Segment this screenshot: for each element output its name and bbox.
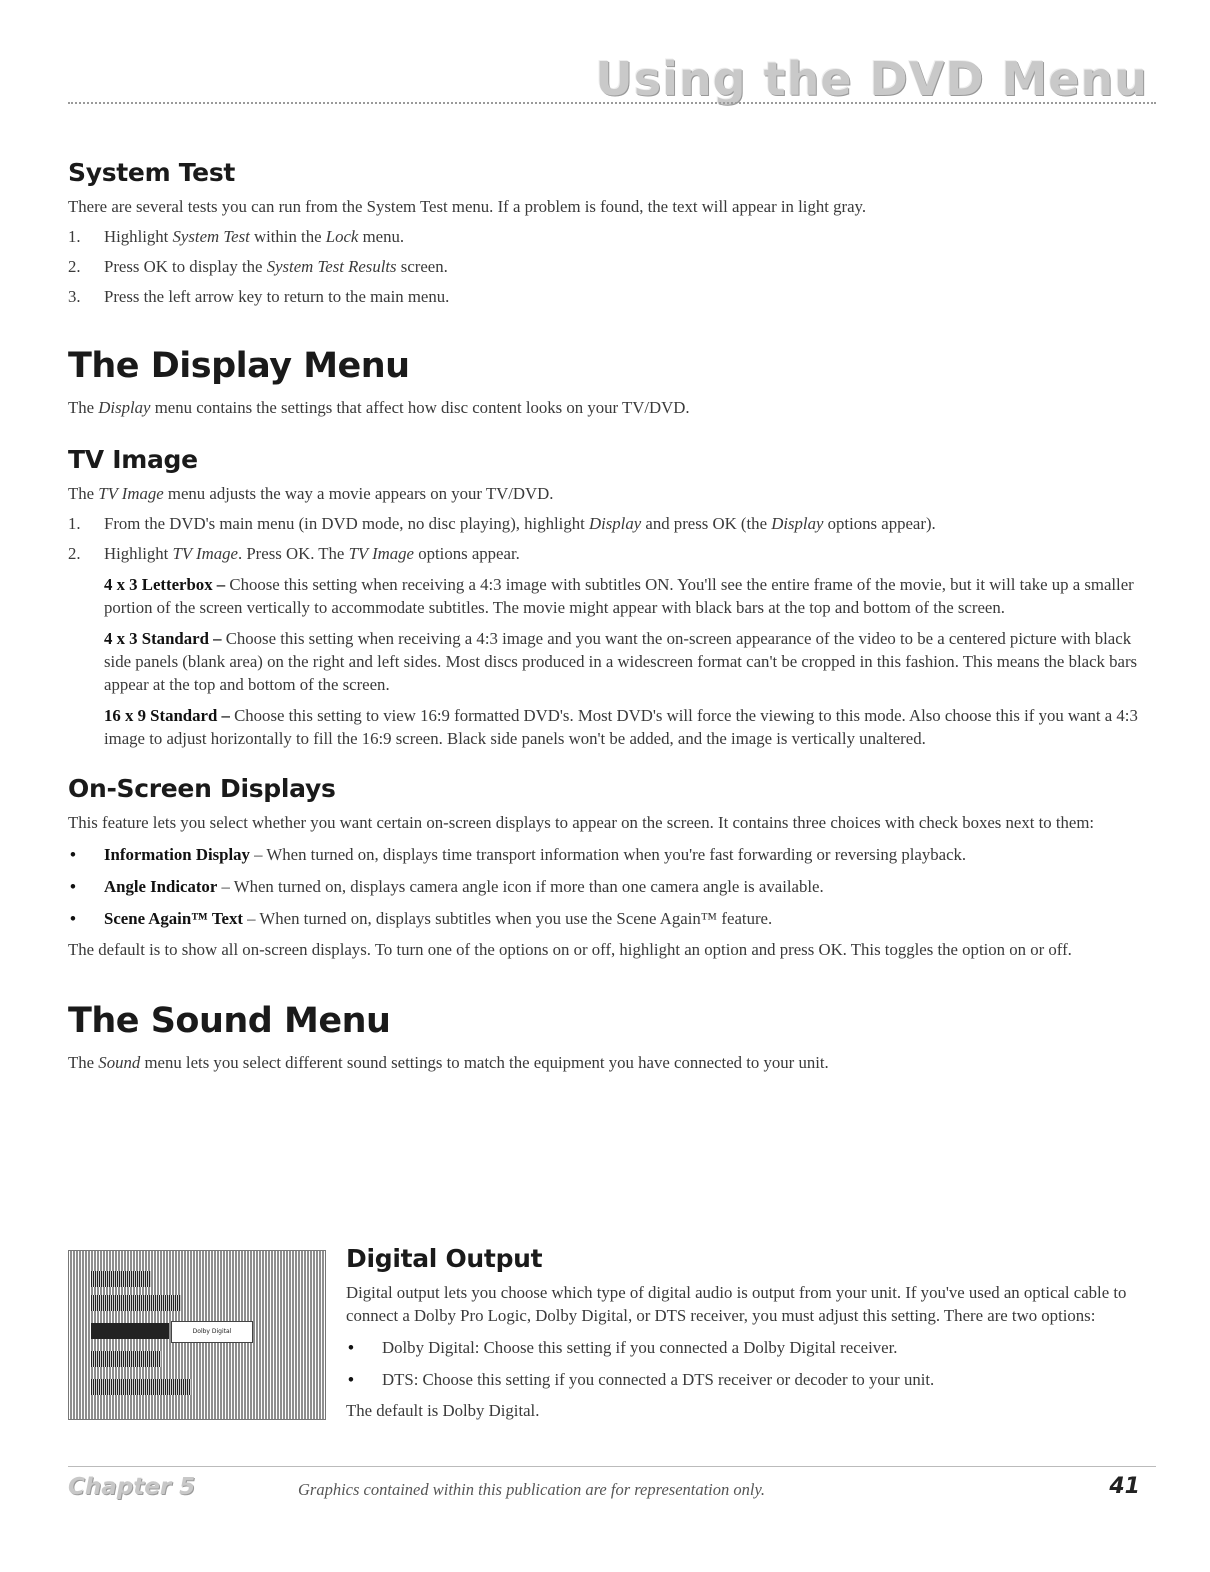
item-description: – When turned on, displays time transport information when you're fast forwarding or reversing playback. [249, 845, 967, 864]
system-test-intro: There are several tests you can run from the System Test menu. If a problem is found, the text will appear in light gray. [68, 197, 867, 216]
tv-image-section [68, 445, 1158, 750]
menu-line [91, 1295, 181, 1311]
osd-intro: This feature lets you select whether you want certain on-screen displays to appear on the screen. It contains three choices with check boxes next to them: [68, 813, 1095, 832]
step-number: 1. [68, 227, 81, 246]
step-text: menu. [358, 227, 405, 246]
running-head-title: Using the DVD Menu [595, 52, 1148, 106]
option-text: DTS: Choose this setting if you connected a DTS receiver or decoder to your unit. [382, 1370, 935, 1389]
menu-name: Display [588, 514, 642, 533]
list-item [346, 1336, 1136, 1359]
intro-text: menu adjusts the way a movie appears on your TV/DVD. [163, 484, 554, 503]
osd-section [68, 774, 1158, 961]
tv-image-intro [68, 482, 1158, 505]
step-text: Highlight [104, 544, 173, 563]
list-item [68, 285, 1158, 308]
step-number: 1. [68, 514, 81, 533]
menu-name: TV Image [98, 484, 164, 503]
system-test-steps [68, 225, 1158, 308]
header-divider [68, 102, 1156, 104]
menu-line [91, 1351, 161, 1367]
intro-text: menu contains the settings that affect how disc content looks on your TV/DVD. [150, 398, 690, 417]
display-menu-intro [68, 396, 1158, 419]
option-description: Choose this setting when receiving a 4:3 image and you want the on-screen appearance of the video to be a centered picture with black side panels (blank area) on the right and left sides. Most discs produced in a widescreen format can't be cropped in this fashion. This means the black bars appear at the top and bottom of the screen. [104, 629, 1138, 694]
step-number: 3. [68, 287, 81, 306]
option-term: 4 x 3 Letterbox – [104, 575, 226, 594]
chapter-label: Chapter 5 [68, 1474, 196, 1500]
system-test-heading: System Test [68, 158, 236, 187]
intro-text: The [68, 398, 99, 417]
list-item [68, 512, 1158, 535]
step-text: Press the left arrow key to return to the main menu. [104, 287, 450, 306]
item-description: – When turned on, displays subtitles when you use the Scene Again™ feature. [242, 909, 773, 928]
bullet-icon: • [70, 845, 76, 864]
step-text: screen. [396, 257, 448, 276]
step-text: Highlight [104, 227, 173, 246]
main-content [68, 158, 1158, 1074]
menu-name: Display [771, 514, 824, 533]
osd-outro: The default is to show all on-screen displays. To turn one of the options on or off, highlight an option and press OK. This toggles the option on or off. [68, 940, 1072, 959]
display-menu-heading: The Display Menu [68, 346, 410, 386]
menu-name: Sound [98, 1053, 141, 1072]
item-term: Angle Indicator [104, 877, 218, 896]
digital-output-intro: Digital output lets you choose which type of digital audio is output from your unit. If you've used an optical cable to connect a Dolby Pro Logic, Dolby Digital, or DTS receiver, you must adjust this setting. There are two options: [346, 1283, 1127, 1325]
step-number: 2. [68, 544, 81, 563]
step-text: options appear. [414, 544, 520, 563]
step-text: within the [249, 227, 326, 246]
footer-disclaimer: Graphics contained within this publication are for representation only. [298, 1480, 766, 1499]
intro-text: The [68, 1053, 99, 1072]
list-item [68, 255, 1158, 278]
option-4x3-standard [104, 627, 1158, 696]
sound-menu-intro [68, 1051, 1158, 1074]
sound-menu-screenshot [68, 1250, 326, 1420]
option-16x9-standard [104, 704, 1158, 750]
step-number: 2. [68, 257, 81, 276]
list-item [68, 875, 1158, 898]
item-description: – When turned on, displays camera angle icon if more than one camera angle is available. [217, 877, 824, 896]
bullet-icon: • [348, 1370, 354, 1389]
menu-name: TV Image [348, 544, 415, 563]
tv-image-steps [68, 512, 1158, 565]
digital-output-section [346, 1244, 1136, 1422]
menu-line [91, 1379, 191, 1395]
step-text: . Press OK. The [237, 544, 349, 563]
list-item [68, 907, 1158, 930]
intro-text: The [68, 484, 99, 503]
bullet-icon: • [70, 877, 76, 896]
display-menu-section [68, 346, 1158, 419]
menu-line-highlighted [91, 1323, 169, 1339]
option-text: Dolby Digital: Choose this setting if you connected a Dolby Digital receiver. [382, 1338, 898, 1357]
item-term: Scene Again™ Text [104, 909, 243, 928]
intro-text: menu lets you select different sound settings to match the equipment you have connected to your unit. [140, 1053, 829, 1072]
bullet-icon: • [348, 1338, 354, 1357]
system-test-section [68, 158, 1158, 308]
option-letterbox [104, 573, 1158, 619]
option-description: Choose this setting to view 16:9 formatted DVD's. Most DVD's will force the viewing to this mode. Also choose this if you want a 4:3 image to adjust horizontally to fill the 16:9 screen. Black side panels won't be added, and the image is vertically unaltered. [104, 706, 1138, 748]
option-term: 4 x 3 Standard – [104, 629, 222, 648]
footer-divider [68, 1466, 1156, 1467]
step-text: Press OK to display the [104, 257, 267, 276]
osd-heading: On-Screen Displays [68, 774, 336, 803]
digital-output-options [346, 1336, 1136, 1391]
step-text: options appear). [823, 514, 936, 533]
sound-menu-heading: The Sound Menu [68, 1001, 391, 1041]
tv-image-options [104, 573, 1158, 750]
page-number: 41 [1109, 1474, 1140, 1499]
bullet-icon: • [70, 909, 76, 928]
step-text: From the DVD's main menu (in DVD mode, no disc playing), highlight [104, 514, 589, 533]
option-description: Choose this setting when receiving a 4:3 image with subtitles ON. You'll see the entire frame of the movie, but it will take up a smaller portion of the screen vertically to accommodate subtitles. The movie might appear with black bars at the top and bottom of the screen. [104, 575, 1134, 617]
tv-image-heading: TV Image [68, 445, 198, 474]
menu-name: System Test Results [266, 257, 397, 276]
menu-name: System Test [172, 227, 250, 246]
list-item [68, 225, 1158, 248]
list-item [346, 1368, 1136, 1391]
step-text: and press OK (the [641, 514, 772, 533]
option-term: 16 x 9 Standard – [104, 706, 230, 725]
digital-output-default: The default is Dolby Digital. [346, 1401, 540, 1420]
screen-option-box: Dolby Digital [171, 1321, 253, 1343]
sound-menu-section [68, 1001, 1158, 1074]
menu-name: Display [98, 398, 151, 417]
osd-items [68, 843, 1158, 930]
menu-name: Lock [325, 227, 359, 246]
item-term: Information Display [104, 845, 250, 864]
menu-line [91, 1271, 151, 1287]
digital-output-heading: Digital Output [346, 1244, 543, 1273]
list-item [68, 542, 1158, 565]
menu-name: TV Image [172, 544, 238, 563]
list-item [68, 843, 1158, 866]
